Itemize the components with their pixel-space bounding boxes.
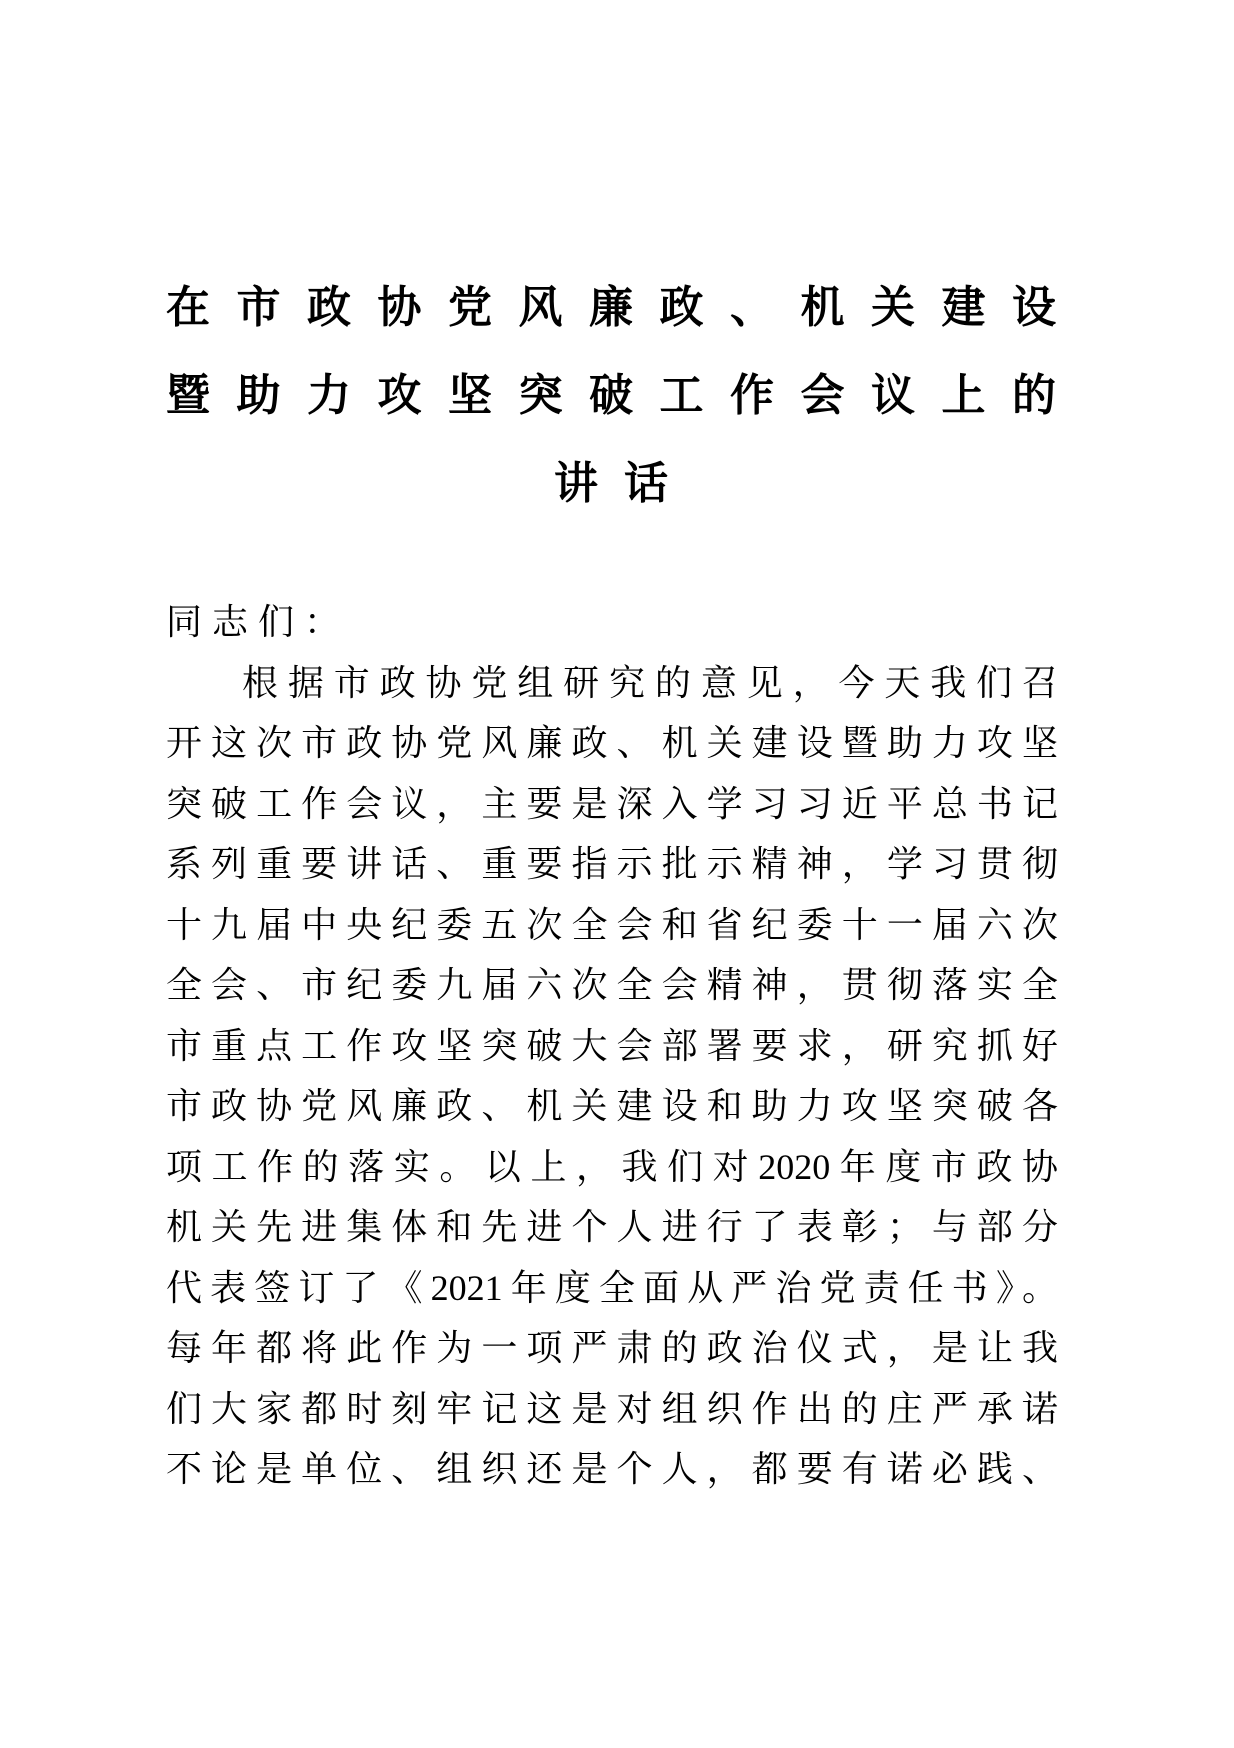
title-line-2: 暨助力攻坚突破工作会议上的 (166, 371, 1056, 420)
body-line-13: 每年都将此作为一项严肃的政治仪式，是让我 (166, 1328, 1058, 1368)
salutation-line: 同志们： (166, 602, 351, 642)
body-line-4: 突破工作会议，主要是深入学习习近平总书记 (166, 783, 1058, 824)
body-line-12: 代表签订了《2021年度全面从严治党责任书》。 (166, 1267, 1058, 1308)
body-line-9: 市政协党风廉政、机关建设和助力攻坚突破各 (166, 1086, 1058, 1126)
body-line-8: 市重点工作攻坚突破大会部署要求，研究抓好 (166, 1025, 1058, 1066)
body-line-2: 根据市政协党组研究的意见，今天我们召 (242, 662, 1058, 703)
body-line-6: 十九届中央纪委五次全会和省纪委十一届六次 (166, 904, 1058, 945)
document-title (166, 264, 1056, 528)
body-line-3: 开这次市政协党风廉政、机关建设暨助力攻坚 (166, 723, 1058, 763)
document-body (166, 592, 1058, 1500)
body-line-14: 们大家都时刻牢记这是对组织作出的庄严承诺 (166, 1388, 1058, 1429)
body-line-11: 机关先进集体和先进个人进行了表彰；与部分 (166, 1207, 1058, 1247)
body-line-7: 全会、市纪委九届六次全会精神，贯彻落实全 (166, 965, 1058, 1005)
body-line-15: 不论是单位、组织还是个人，都要有诺必践、 (166, 1449, 1058, 1489)
body-line-10: 项工作的落实。以上，我们对2020年度市政协 (166, 1146, 1058, 1187)
title-line-1: 在市政协党风廉政、机关建设 (166, 283, 1056, 332)
title-line-3: 讲话 (554, 459, 694, 508)
body-line-5: 系列重要讲话、重要指示批示精神，学习贯彻 (166, 844, 1058, 884)
